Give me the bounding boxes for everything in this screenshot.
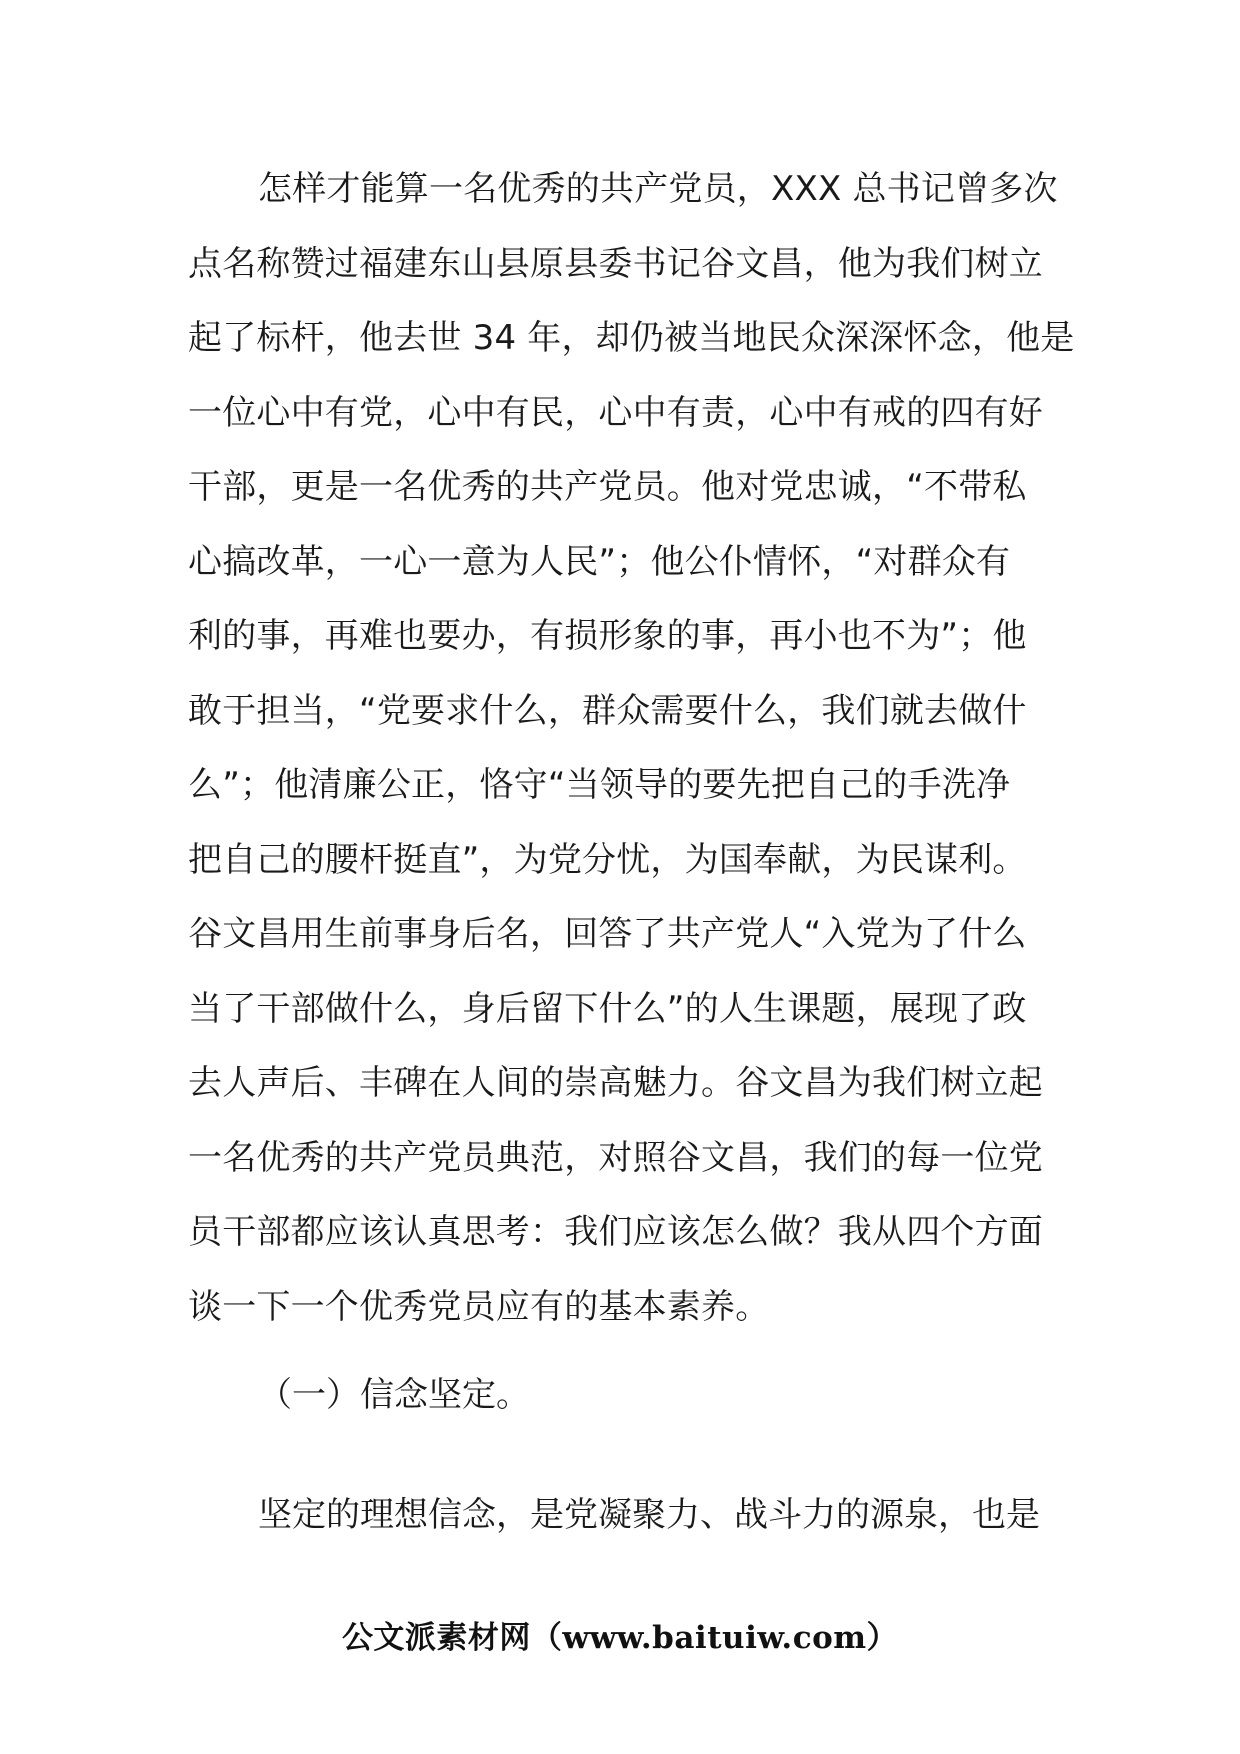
paragraph-line: 怎样才能算一名优秀的共产党员，XXX 总书记曾多次 <box>258 169 1058 209</box>
paragraph-line: 把自己的腰杆挺直”，为党分忧，为国奉献，为民谋利。 <box>188 839 1027 880</box>
paragraph-line: 起了标杆，他去世 34 年，却仍被当地民众深深怀念，他是 <box>188 318 1075 358</box>
paragraph-line: 当了干部做什么，身后留下什么”的人生课题，展现了政 <box>188 988 1027 1029</box>
paragraph-line: 心搞改革，一心一意为人民”；他公仆情怀，“对群众有 <box>188 541 1011 582</box>
paragraph-line: 点名称赞过福建东山县原县委书记谷文昌，他为我们树立 <box>188 243 1043 284</box>
paragraph-line: 谈一下一个优秀党员应有的基本素养。 <box>188 1286 770 1327</box>
footer-watermark: 公文派素材网（www.baituiw.com） <box>341 1620 899 1656</box>
paragraph-line: 干部，更是一名优秀的共产党员。他对党忠诚，“不带私 <box>188 467 1027 507</box>
section-heading: （一）信念坚定。 <box>258 1375 530 1415</box>
section-paragraph-line: 坚定的理想信念，是党凝聚力、战斗力的源泉，也是 <box>258 1495 1040 1535</box>
intro-paragraph <box>188 152 1075 1344</box>
paragraph-line: 利的事，再难也要办，有损形象的事，再小也不为”；他 <box>188 616 1027 656</box>
paragraph-line: 么”；他清廉公正，恪守“当领导的要先把自己的手洗净 <box>188 765 1011 805</box>
paragraph-line: 一名优秀的共产党员典范，对照谷文昌，我们的每一位党 <box>188 1137 1043 1178</box>
paragraph-line: 员干部都应该认真思考：我们应该怎么做？我从四个方面 <box>188 1212 1043 1252</box>
paragraph-line: 谷文昌用生前事身后名，回答了共产党人“入党为了什么 <box>188 914 1027 954</box>
paragraph-line: 一位心中有党，心中有民，心中有责，心中有戒的四有好 <box>188 392 1043 433</box>
paragraph-line: 去人声后、丰碑在人间的崇高魅力。谷文昌为我们树立起 <box>188 1063 1043 1103</box>
paragraph-line: 敢于担当，“党要求什么，群众需要什么，我们就去做什 <box>188 690 1027 731</box>
